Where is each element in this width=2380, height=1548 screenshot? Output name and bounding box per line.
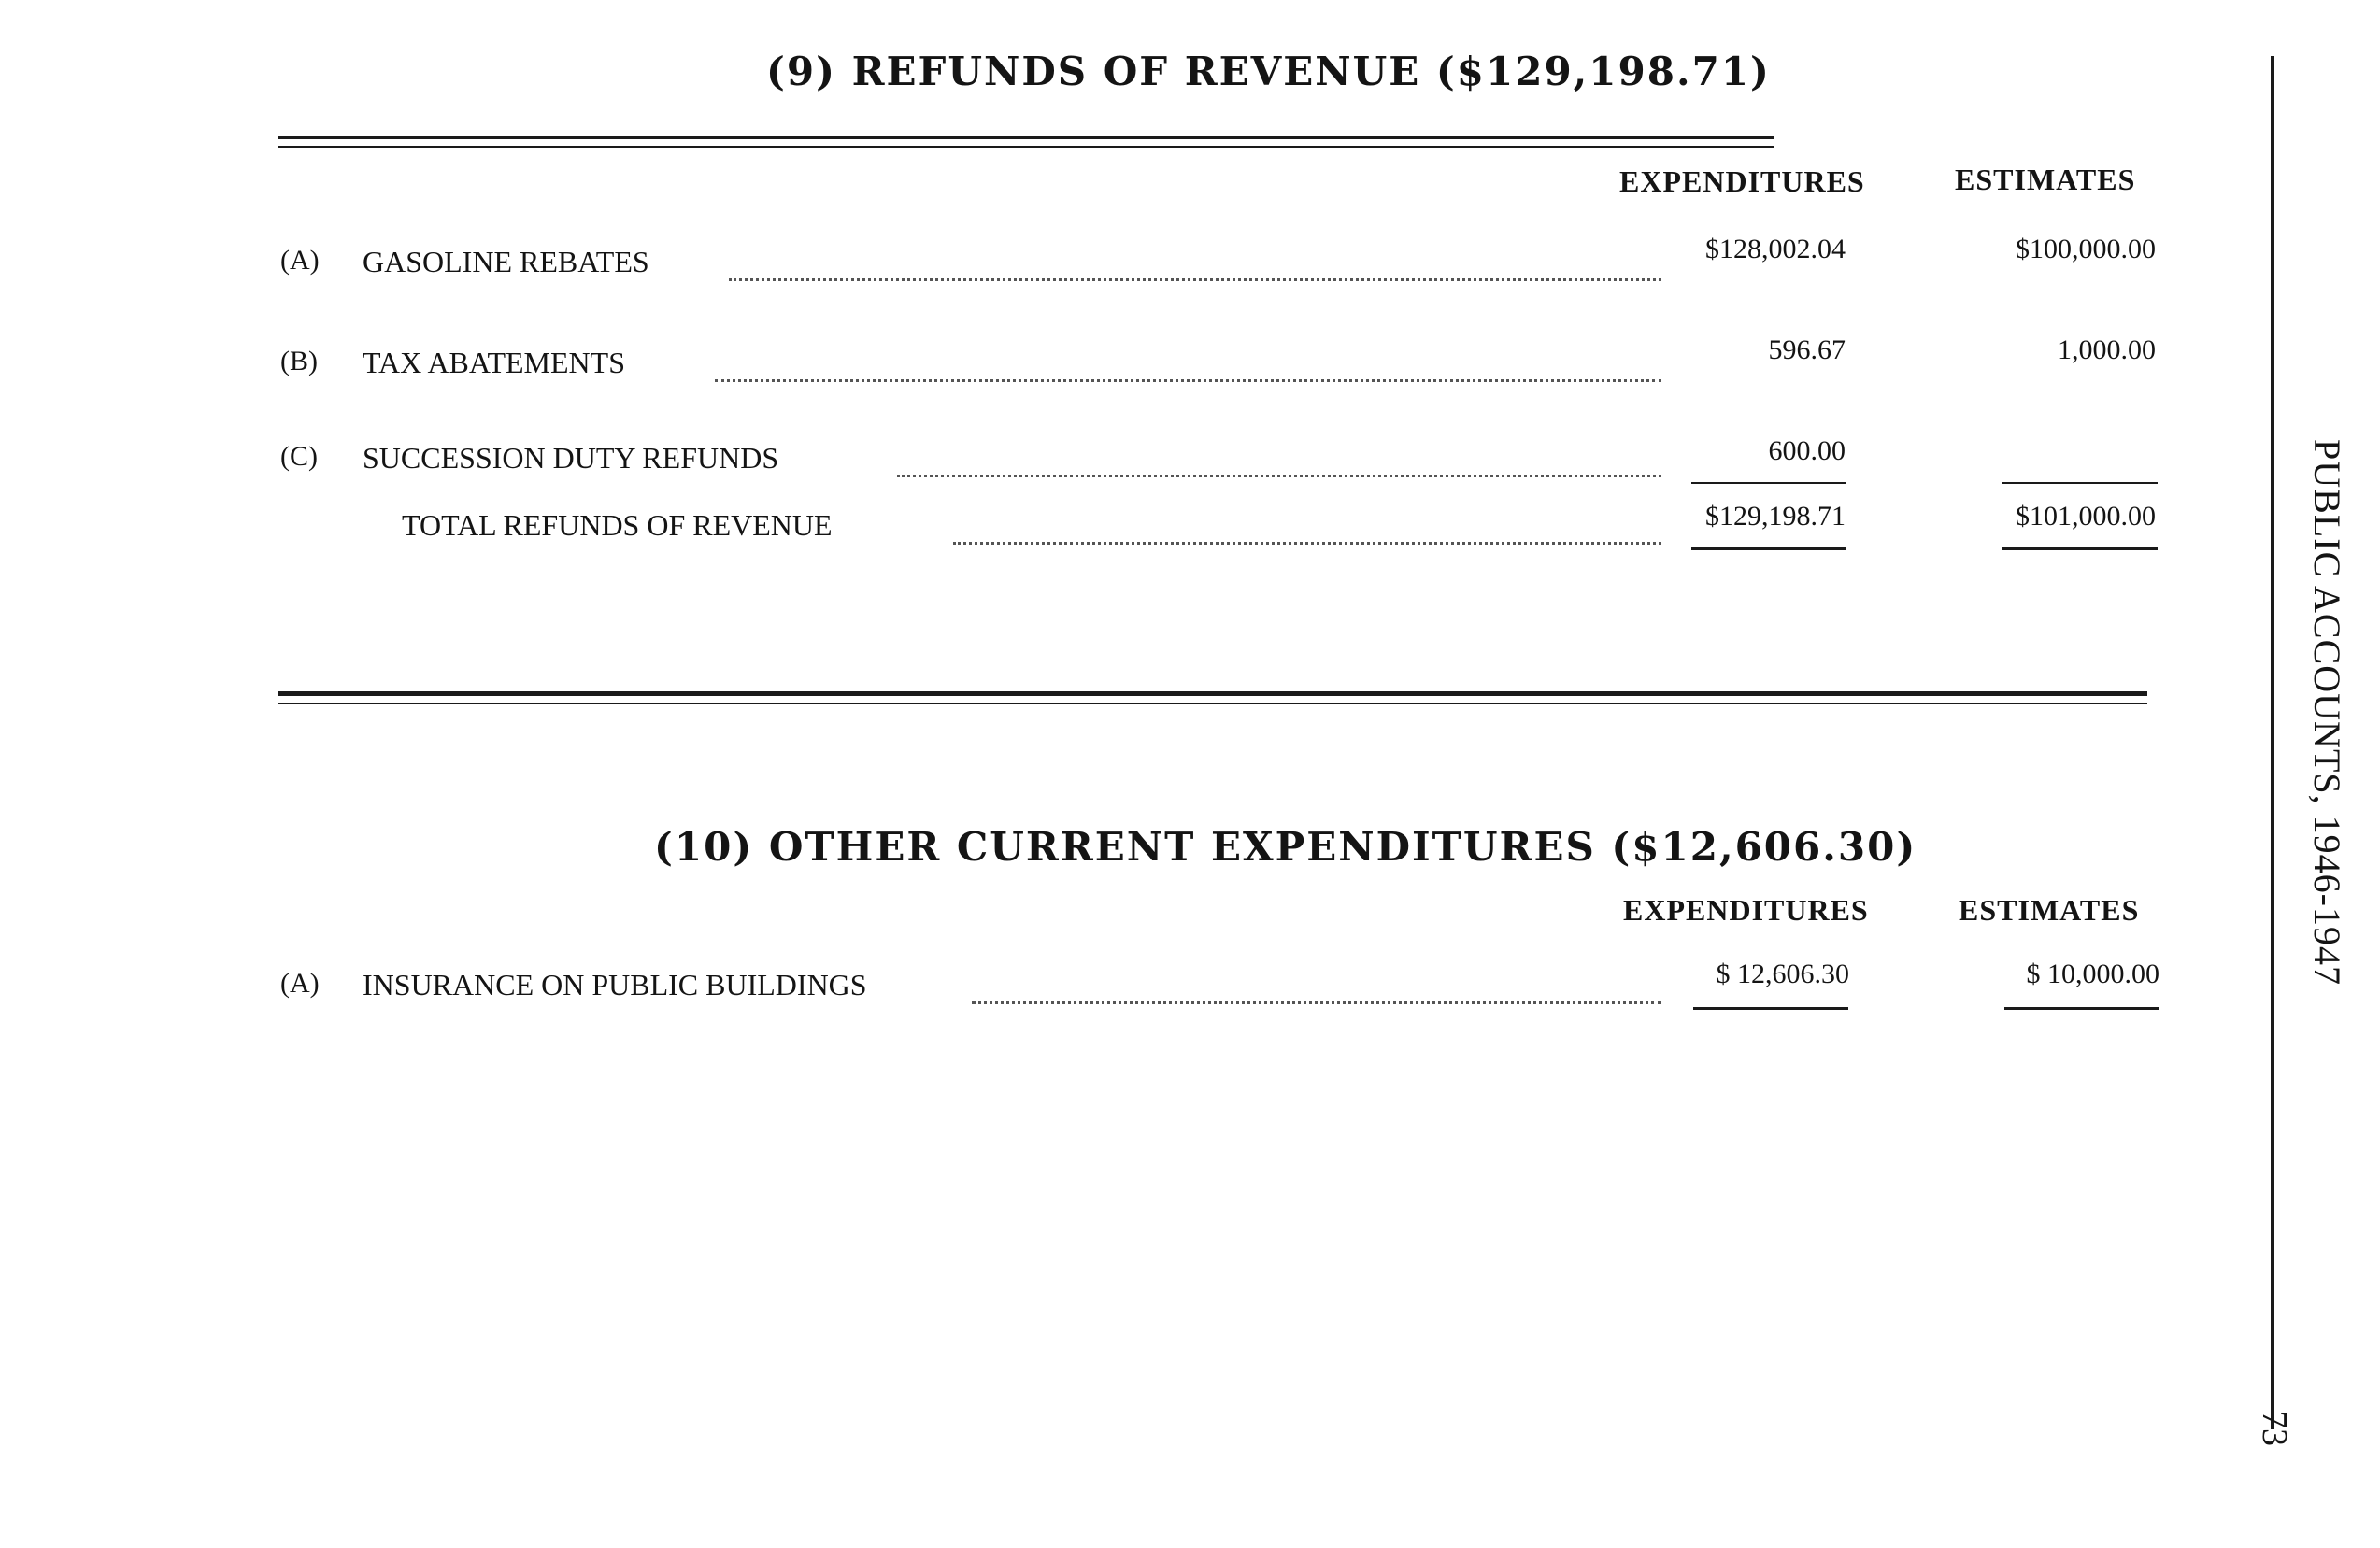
estimate-value: 1,000.00: [2058, 334, 2156, 365]
row-code: (C): [280, 441, 318, 472]
dot-leader: [953, 542, 1661, 545]
row-code: (A): [280, 245, 320, 276]
col-header-estimates: ESTIMATES: [1955, 163, 2136, 196]
dot-leader: [897, 475, 1661, 477]
row-code: (B): [280, 346, 318, 376]
margin-rule: [2271, 56, 2274, 1429]
total-underline: [2004, 1007, 2159, 1010]
table-row: [280, 346, 1661, 387]
col-header-estimates: ESTIMATES: [1959, 893, 2140, 927]
section-divider: [278, 691, 2147, 696]
total-underline: [1693, 1007, 1848, 1010]
total-row: [280, 508, 1661, 549]
running-head: PUBLIC ACCOUNTS, 1946-1947: [2306, 439, 2348, 986]
section-10-title: (10) OTHER CURRENT EXPENDITURES ($12,606.30): [654, 824, 1917, 870]
estimate-value: $ 10,000.00: [2026, 959, 2159, 989]
subtotal-rule: [1691, 482, 1846, 484]
row-label: TAX ABATEMENTS: [363, 346, 634, 380]
expenditure-value: $128,002.04: [1705, 234, 1846, 264]
row-label: INSURANCE ON PUBLIC BUILDINGS: [363, 968, 876, 1002]
table-row: [280, 441, 1661, 482]
total-label: TOTAL REFUNDS OF REVENUE: [402, 508, 842, 543]
section-9-title: (9) REFUNDS OF REVENUE ($129,198.71): [766, 49, 1771, 94]
total-estimate: $101,000.00: [2016, 501, 2156, 532]
dot-leader: [729, 278, 1661, 281]
dot-leader: [972, 1001, 1661, 1004]
page-number: 73: [2255, 1411, 2294, 1446]
total-underline: [2002, 547, 2158, 550]
title-rule-top: [278, 136, 1774, 139]
expenditure-value: $ 12,606.30: [1716, 959, 1849, 989]
section-divider-thin: [278, 703, 2147, 704]
row-code: (A): [280, 968, 320, 999]
title-rule-bottom: [278, 146, 1774, 148]
row-label: SUCCESSION DUTY REFUNDS: [363, 441, 788, 476]
row-label: GASOLINE REBATES: [363, 245, 659, 279]
table-row: [280, 968, 1661, 1009]
col-header-expenditures: EXPENDITURES: [1619, 164, 1865, 198]
dot-leader: [715, 379, 1661, 382]
expenditure-value: 596.67: [1768, 334, 1846, 365]
table-row: [280, 245, 1661, 286]
expenditure-value: 600.00: [1768, 435, 1846, 466]
estimate-value: $100,000.00: [2016, 234, 2156, 264]
total-expenditure: $129,198.71: [1705, 501, 1846, 532]
total-underline: [1691, 547, 1846, 550]
subtotal-rule: [2002, 482, 2158, 484]
col-header-expenditures: EXPENDITURES: [1623, 893, 1869, 927]
